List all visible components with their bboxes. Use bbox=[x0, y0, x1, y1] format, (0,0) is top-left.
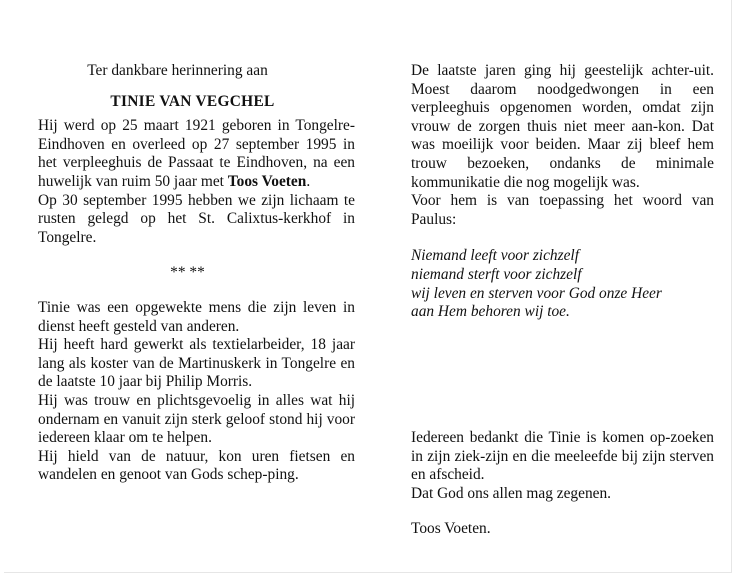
left-column bbox=[38, 62, 355, 485]
character-paragraph: Tinie was een opgewekte mens die zijn leven in dienst heeft gesteld van anderen. bbox=[38, 298, 355, 335]
faith-paragraph: Hij was trouw en plichtsgevoelig in alles wat hij ondernam en vanuit zijn sterk geloof stond hij voor iedereen klaar om te helpen. bbox=[38, 391, 355, 447]
verse-line: niemand sterft voor zichzelf bbox=[411, 265, 582, 283]
bible-verse bbox=[411, 247, 714, 321]
illness-paragraph: De laatste jaren ging hij geestelijk achter-uit. Moest daarom noodgedwongen in een verpleeghuis opgenomen worden, omdat zijn vrouw de zorgen thuis niet meer aan-kon. Dat was moeilijk voor beiden. Maar zij bleef hem trouw bezoeken, ondanks de minimale kommunikatie die nog mogelijk was. bbox=[411, 62, 714, 191]
thanks-paragraph: Iedereen bedankt die Tinie is komen op-zoeken in zijn ziek-zijn en die meeleefde bij zijn sterven en afscheid. bbox=[411, 429, 714, 484]
intro-line: Ter dankbare herinnering aan bbox=[87, 62, 268, 79]
verse-intro: Voor hem is van toepassing het woord van Paulus: bbox=[411, 192, 714, 228]
spouse-name: Toos Voeten bbox=[227, 172, 307, 190]
verse-line: wij leven en sterven voor God onze Heer bbox=[411, 284, 662, 302]
signature: Toos Voeten. bbox=[411, 520, 491, 538]
biography-end: . bbox=[306, 172, 311, 190]
blessing-line: Dat God ons allen mag zegenen. bbox=[411, 484, 612, 502]
section-separator: ** ** bbox=[170, 264, 205, 282]
biography-text: Hij werd op 25 maart 1921 geboren in Tongelre-Eindhoven en overleed op 27 september 1995 in het verpleeghuis de Passaat te Eindhoven, na een huwelijk van ruim 50 jaar met bbox=[38, 117, 355, 190]
deceased-name: TINIE VAN VEGCHEL bbox=[110, 92, 275, 110]
nature-paragraph: Hij hield van de natuur, kon uren fietsen en wandelen en genoot van Gods schep-ping. bbox=[38, 447, 355, 484]
verse-line: Niemand leeft voor zichzelf bbox=[411, 247, 579, 265]
work-paragraph: Hij heeft hard gewerkt als textielarbeider, 18 jaar lang als koster van de Martinuskerk in Tongelre en de laatste 10 jaar bij Philip Morris. bbox=[38, 336, 355, 391]
closing-section bbox=[411, 429, 714, 539]
burial-paragraph: Op 30 september 1995 hebben we zijn lichaam te rusten gelegd op het St. Calixtus-kerkhof in Tongelre. bbox=[38, 191, 355, 246]
verse-line: aan Hem behoren wij toe. bbox=[411, 303, 570, 321]
right-column bbox=[411, 62, 714, 322]
biography-paragraph bbox=[38, 117, 355, 191]
